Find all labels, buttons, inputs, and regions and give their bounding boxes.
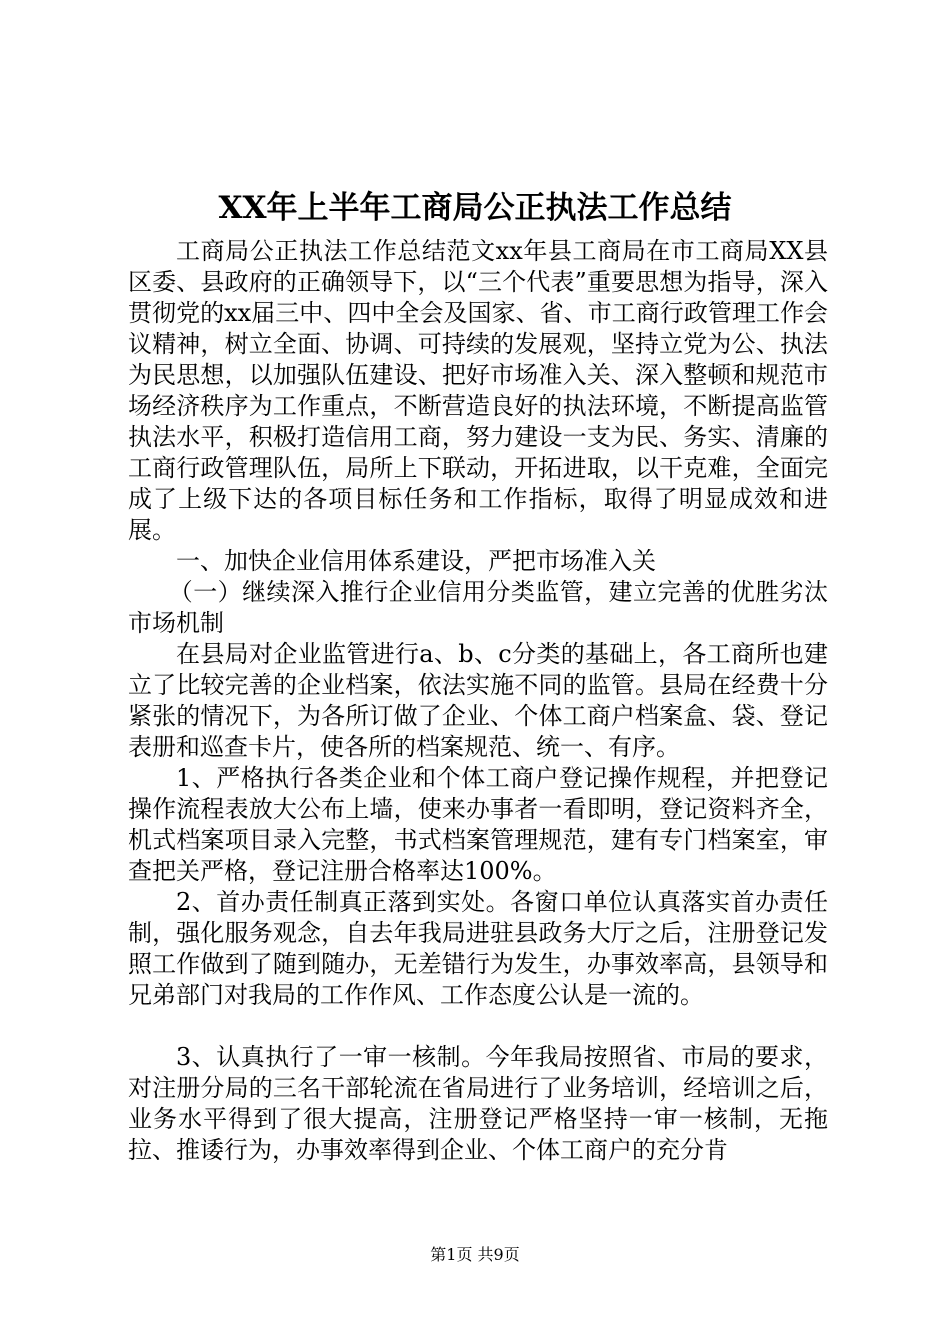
subsection-heading-1: （一）继续深入推行企业信用分类监管，建立完善的优胜劣汰市场机制 bbox=[128, 578, 828, 637]
paragraph-credit-supervision: 在县局对企业监管进行a、b、c分类的基础上，各工商所也建立了比较完善的企业档案，依法实施不同的监管。县局在经费十分紧张的情况下，为各所订做了企业、个体工商户档案盒、袋、登记表册和巡查卡片，使各所的档案规范、统一、有序。 bbox=[128, 640, 828, 761]
paragraph-intro: 工商局公正执法工作总结范文xx年县工商局在市工商局XX县区委、县政府的正确领导下，以“三个代表”重要思想为指导，深入贯彻党的xx届三中、四中全会及国家、省、市工商行政管理工作会议精神，树立全面、协调、可持续的发展观，坚持立党为公、执法为民思想，以加强队伍建设、把好市场准入关、深入整顿和规范市场经济秩序为工作重点，不断营造良好的执法环境，不断提高监管执法水平，积极打造信用工商，努力建设一支为民、务实、清廉的工商行政管理队伍，局所上下联动，开拓进取，以干克难，全面完成了上级下达的各项目标任务和工作指标，取得了明显成效和进展。 bbox=[128, 237, 828, 544]
paragraph-item-1: 1、严格执行各类企业和个体工商户登记操作规程，并把登记操作流程表放大公布上墙，使来办事者一看即明，登记资料齐全，机式档案项目录入完整，书式档案管理规范，建有专门档案室，审查把关严格，登记注册合格率达100%。 bbox=[128, 764, 828, 885]
document-body bbox=[128, 236, 828, 1166]
section-heading-1: 一、加快企业信用体系建设，严把市场准入关 bbox=[176, 547, 656, 575]
paragraph-item-3: 3、认真执行了一审一核制。今年我局按照省、市局的要求，对注册分局的三名干部轮流在省局进行了业务培训，经培训之后，业务水平得到了很大提高，注册登记严格坚持一审一核制，无拖拉、推诿行为，办事效率得到企业、个体工商户的充分肯 bbox=[128, 1043, 828, 1164]
page-footer: 第1页 共9页 bbox=[430, 1245, 520, 1264]
document-title: XX年上半年工商局公正执法工作总结 bbox=[218, 190, 732, 226]
paragraph-item-2: 2、首办责任制真正落到实处。各窗口单位认真落实首办责任制，强化服务观念，自去年我局进驻县政务大厅之后，注册登记发照工作做到了随到随办，无差错行为发生，办事效率高，县领导和兄弟部门对我局的工作作风、工作态度公认是一流的。 bbox=[128, 888, 828, 1009]
